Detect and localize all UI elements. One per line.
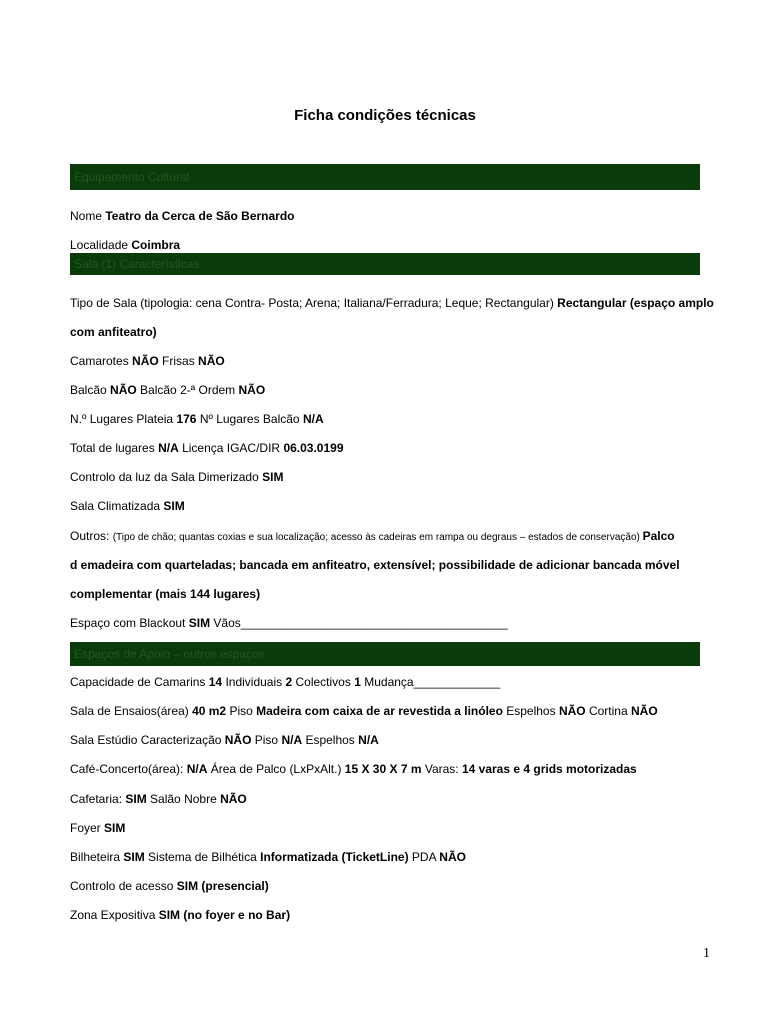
- field-balcao: Balcão NÃO Balcão 2-ª Ordem NÃO: [70, 383, 266, 397]
- field-tipo-sala: Tipo de Sala (tipologia: cena Contra- Posta; Arena; Italiana/Ferradura; Leque; Rectangular) Rectangular (espaço amplo: [70, 296, 714, 310]
- field-bilheteira: Bilheteira SIM Sistema de Bilhética Informatizada (TicketLine) PDA NÃO: [70, 850, 466, 864]
- page-number: 1: [703, 946, 710, 961]
- document-title: Ficha condições técnicas: [294, 107, 476, 124]
- field-outros: Outros: (Tipo de chão; quantas coxias e sua localização; acesso às cadeiras em rampa ou degraus – estados de conservação) Palco: [70, 529, 675, 543]
- field-lugares: N.º Lugares Plateia 176 Nº Lugares Balcão N/A: [70, 412, 324, 426]
- field-sala-ensaios: Sala de Ensaios(área) 40 m2 Piso Madeira com caixa de ar revestida a linóleo Espelhos NÃO Cortina NÃO: [70, 704, 658, 718]
- field-outros-cont-1: d emadeira com quarteladas; bancada em anfiteatro, extensível; possibilidade de adicionar bancada móvel: [70, 558, 680, 572]
- field-cafetaria: Cafetaria: SIM Salão Nobre NÃO: [70, 792, 247, 806]
- field-tipo-sala-cont: com anfiteatro): [70, 325, 157, 339]
- field-zona-expositiva: Zona Expositiva SIM (no foyer e no Bar): [70, 908, 291, 922]
- section-header-equipamento: Equipamento Cultural: [70, 164, 700, 190]
- field-controlo-acesso: Controlo de acesso SIM (presencial): [70, 879, 269, 893]
- field-total-lugares: Total de lugares N/A Licença IGAC/DIR 06.03.0199: [70, 441, 344, 455]
- field-climatizada: Sala Climatizada SIM: [70, 499, 185, 513]
- section-header-sala: Sala (1) Características: [70, 253, 700, 275]
- field-camarins: Capacidade de Camarins 14 Individuais 2 Colectivos 1 Mudança_____________: [70, 675, 501, 689]
- field-camarotes: Camarotes NÃO Frisas NÃO: [70, 354, 225, 368]
- section-header-apoio: Espaços de Apoio – outros espaços: [70, 642, 700, 666]
- field-nome: Nome Teatro da Cerca de São Bernardo: [70, 209, 295, 223]
- field-controlo-luz: Controlo da luz da Sala Dimerizado SIM: [70, 470, 284, 484]
- field-localidade: Localidade Coimbra: [70, 238, 181, 252]
- field-sala-estudio: Sala Estúdio Caracterização NÃO Piso N/A Espelhos N/A: [70, 733, 379, 747]
- field-blackout: Espaço com Blackout SIM Vãos________________________________________: [70, 616, 508, 630]
- field-outros-cont-2: complementar (mais 144 lugares): [70, 587, 261, 601]
- field-cafe-concerto: Café-Concerto(área): N/A Área de Palco (LxPxAlt.) 15 X 30 X 7 m Varas: 14 varas e 4 grids motorizadas: [70, 762, 637, 776]
- field-foyer: Foyer SIM: [70, 821, 126, 835]
